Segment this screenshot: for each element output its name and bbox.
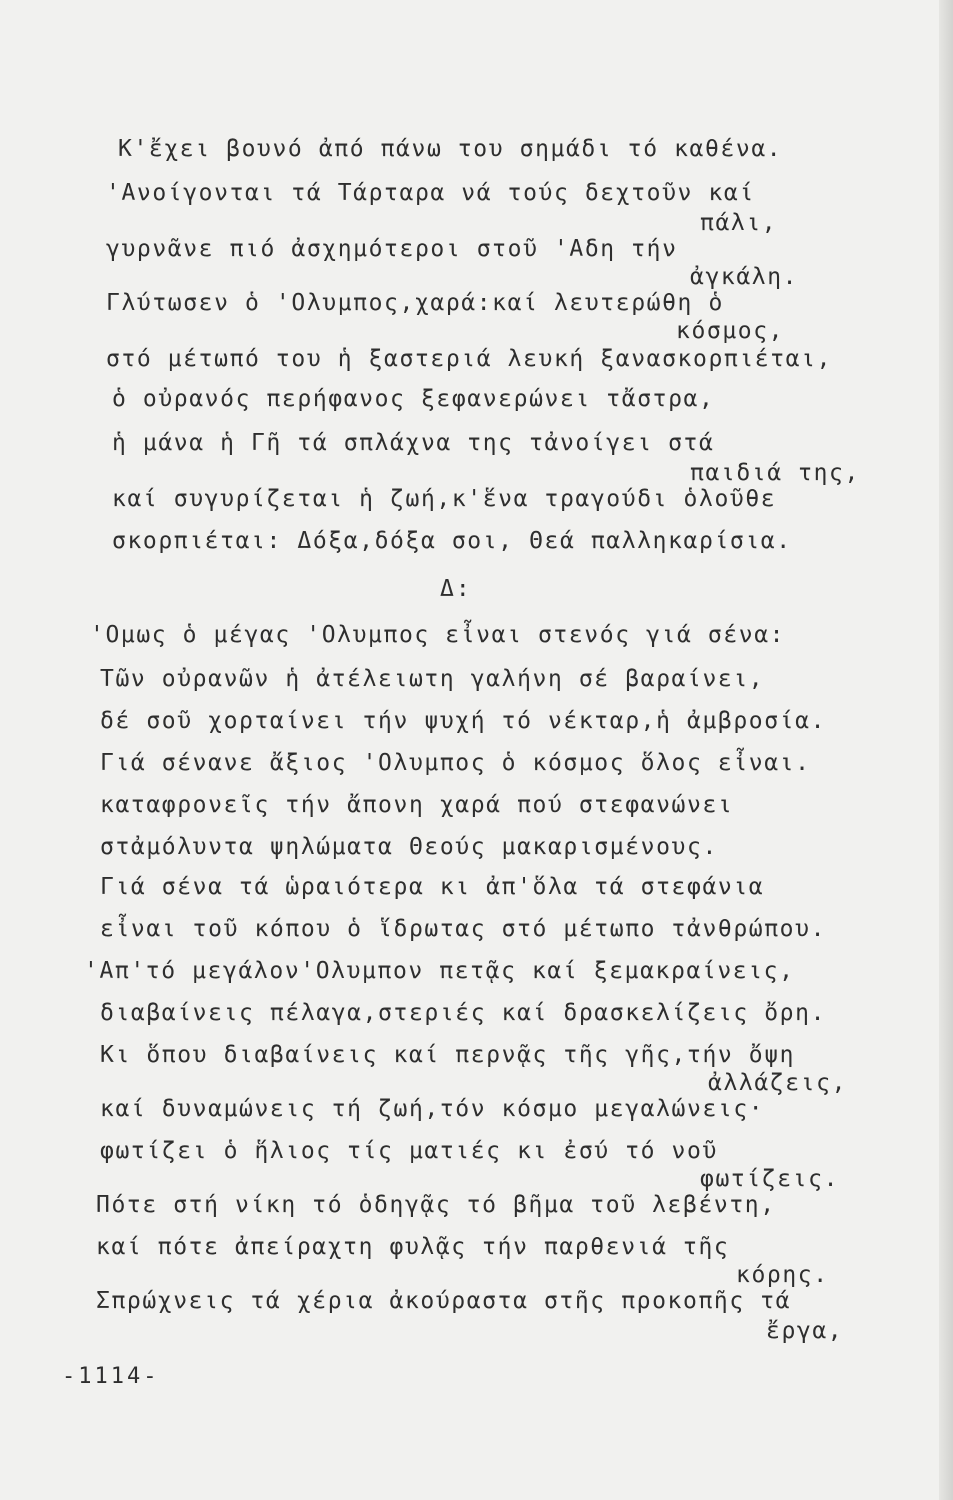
- verse-line: γυρνᾶνε πιό ἀσχημότεροι στοῦ 'Αδη τήν: [106, 236, 678, 262]
- verse-line: φωτίζεις.: [700, 1166, 840, 1192]
- verse-line: παιδιά της,: [690, 460, 860, 486]
- verse-line: πάλι,: [700, 210, 778, 236]
- verse-line: Γλύτωσεν ὁ 'Ολυμπος,χαρά:καί λευτερώθη ὁ: [106, 290, 724, 316]
- verse-line: στό μέτωπό του ἡ ξαστεριά λευκή ξανασκορπιέται,: [106, 346, 833, 372]
- verse-line: κόρης.: [736, 1262, 829, 1288]
- verse-line: καί πότε ἀπείραχτη φυλᾷς τήν παρθενιά τῆς: [96, 1234, 730, 1260]
- verse-line: ὁ οὐρανός περήφανος ξεφανερώνει τἄστρα,: [112, 386, 715, 412]
- verse-line: Γιά σένανε ἄξιος 'Ολυμπος ὁ κόσμος ὅλος εἶναι.: [100, 750, 811, 776]
- verse-line: δέ σοῦ χορταίνει τήν ψυχή τό νέκταρ,ἡ ἀμβροσία.: [100, 708, 827, 734]
- verse-line: Κι ὅπου διαβαίνεις καί περνᾷς τῆς γῆς,τήν ὄψη: [100, 1042, 796, 1068]
- verse-line: εἶναι τοῦ κόπου ὁ ἵδρωτας στό μέτωπο τἀνθρώπου.: [100, 916, 827, 942]
- verse-line: καταφρονεῖς τήν ἄπονη χαρά πού στεφανώνει: [100, 792, 734, 818]
- verse-line: Γιά σένα τά ὡραιότερα κι ἀπ'ὅλα τά στεφάνια: [100, 874, 765, 900]
- verse-line: ἀγκάλη.: [690, 264, 799, 290]
- verse-line: στἀμόλυντα ψηλώματα Θεούς μακαρισμένους.: [100, 834, 718, 860]
- verse-line: 'Ομως ὁ μέγας 'Ολυμπος εἶναι στενός γιά σένα:: [90, 622, 786, 648]
- verse-line: φωτίζει ὁ ἥλιος τίς ματιές κι ἐσύ τό νοῦ: [100, 1138, 718, 1164]
- verse-line: Τῶν οὐρανῶν ἡ ἀτέλειωτη γαλήνη σέ βαραίνει,: [100, 666, 765, 692]
- verse-line: 'Απ'τό μεγάλον'Ολυμπον πετᾷς καί ξεμακραίνεις,: [84, 958, 795, 984]
- section-heading: Δ:: [440, 576, 472, 602]
- verse-line: 'Ανοίγονται τά Τάρταρα νά τούς δεχτοῦν καί: [106, 180, 755, 206]
- verse-line: Κ'ἔχει βουνό ἀπό πάνω του σημάδι τό καθένα.: [118, 136, 783, 162]
- verse-line: ἔργα,: [766, 1318, 844, 1344]
- verse-line: σκορπιέται: Δόξα,δόξα σοι, Θεά παλληκαρίσια.: [112, 528, 792, 554]
- verse-line: Σπρώχνεις τά χέρια ἀκούραστα στῆς προκοπῆς τά: [96, 1288, 792, 1314]
- page-edge: [939, 0, 953, 1500]
- verse-line: καί συγυρίζεται ἡ ζωή,κ'ἕνα τραγούδι ὁλοῦθε: [112, 486, 777, 512]
- verse-line: καί δυναμώνεις τή ζωή,τόν κόσμο μεγαλώνεις·: [100, 1096, 765, 1122]
- verse-line: ἀλλάζεις,: [708, 1070, 848, 1096]
- page-number: -1114-: [62, 1364, 160, 1389]
- verse-line: ἡ μάνα ἡ Γῆ τά σπλάχνα της τἀνοίγει στά: [112, 430, 715, 456]
- verse-line: κόσμος,: [676, 318, 785, 344]
- verse-line: Πότε στή νίκη τό ὁδηγᾷς τό βῆμα τοῦ λεβέντη,: [96, 1192, 776, 1218]
- verse-line: διαβαίνεις πέλαγα,στεριές καί δρασκελίζεις ὄρη.: [100, 1000, 827, 1026]
